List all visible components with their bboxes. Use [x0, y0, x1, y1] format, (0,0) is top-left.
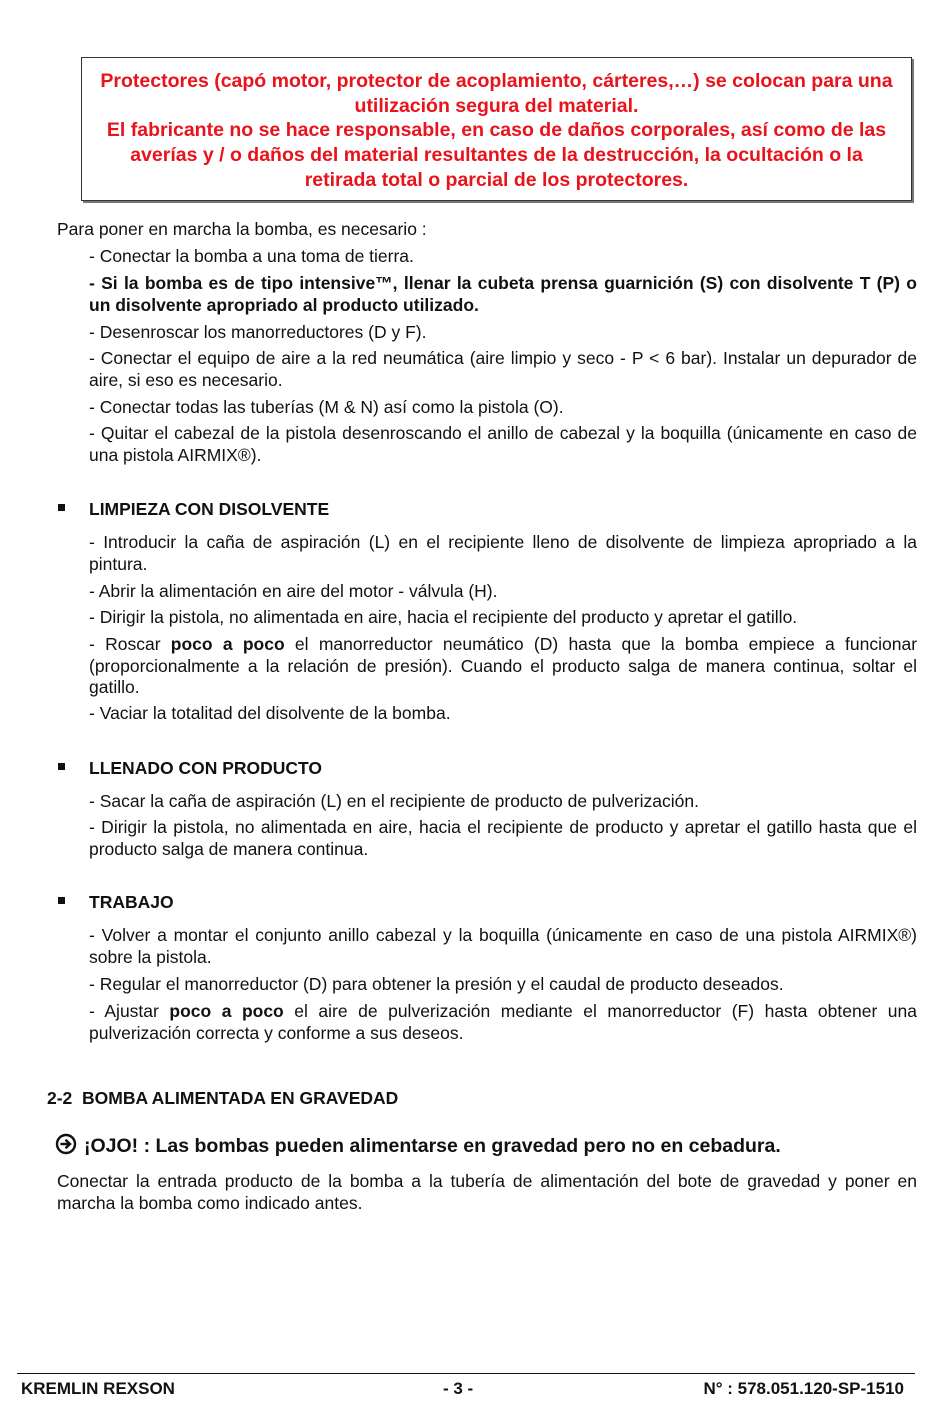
- roscar-pre: - Roscar: [89, 634, 171, 654]
- limpieza-item-1: - Introducir la caña de aspiración (L) en el recipiente lleno de disolvente de limpieza apropriado a la pintura.: [89, 532, 917, 574]
- intro-item-unscrew: - Desenroscar los manorreductores (D y F).: [89, 322, 427, 342]
- heading-llenado: LLENADO CON PRODUCTO: [89, 758, 323, 778]
- warning-line-1: Protectores (capó motor, protector de acoplamiento, cárteres,…) se colocan para una utilización segura del material.: [100, 70, 893, 117]
- intro-item-intensive: - Si la bomba es de tipo intensive™, llenar la cubeta prensa guarnición (S) con disolvente T (P) o un disolvente apropriado al producto utilizado.: [89, 273, 917, 315]
- trabajo-item-2: - Regular el manorreductor (D) para obtener la presión y el caudal de producto deseados.: [89, 974, 784, 994]
- limpieza-item-roscar: [89, 634, 917, 699]
- llenado-item-1: - Sacar la caña de aspiración (L) en el recipiente de producto de pulverización.: [89, 791, 699, 811]
- intro-item-gun-head: - Quitar el cabezal de la pistola desenroscando el anillo de cabezal y la boquilla (únicamente en caso de una pistola AIRMIX®).: [89, 423, 917, 465]
- footer-company: KREMLIN REXSON: [21, 1379, 175, 1398]
- roscar-post: el manorreductor neumático (D) hasta que la bomba empiece a funcionar (proporcionalmente a la relación de presión). Cuando el producto salga de manera continua, soltar el gatillo.: [89, 634, 918, 697]
- arrow-right-circle-icon: [55, 1133, 77, 1155]
- footer-divider: [17, 1373, 915, 1374]
- limpieza-item-5: - Vaciar la totalitad del disolvente de la bomba.: [89, 703, 451, 723]
- heading-2-2: 2-2 BOMBA ALIMENTADA EN GRAVEDAD: [47, 1088, 399, 1108]
- roscar-bold: poco a poco: [170, 634, 285, 654]
- ajustar-post: el aire de pulverización mediante el manorreductor (F) hasta obtener una pulverización correcta y conforme a sus deseos.: [89, 1001, 917, 1043]
- warning-box: [81, 57, 912, 201]
- intro-item-ground: - Conectar la bomba a una toma de tierra.: [89, 246, 414, 266]
- gravity-text: Conectar la entrada producto de la bomba a la tubería de alimentación del bote de gravedad y poner en marcha la bomba como indicado antes.: [57, 1171, 917, 1213]
- llenado-item-2: - Dirigir la pistola, no alimentada en aire, hacia el recipiente de producto y apretar el gatillo hasta que el producto salga de manera continua.: [89, 817, 917, 859]
- footer-page-number: - 3 -: [443, 1379, 474, 1398]
- intro-text: Para poner en marcha la bomba, es necesario :: [57, 219, 427, 239]
- trabajo-item-ajustar: [89, 1001, 917, 1044]
- limpieza-item-2: - Abrir la alimentación en aire del motor - válvula (H).: [89, 581, 498, 601]
- bullet-icon: [58, 763, 65, 770]
- footer-doc-number: N° : 578.051.120-SP-1510: [703, 1379, 904, 1398]
- heading-limpieza: LIMPIEZA CON DISOLVENTE: [89, 499, 330, 519]
- trabajo-item-1: - Volver a montar el conjunto anillo cabezal y la boquilla (únicamente en caso de una pistola AIRMIX®) sobre la pistola.: [89, 925, 917, 967]
- ojo-warning: ¡OJO! : Las bombas pueden alimentarse en gravedad pero no en cebadura.: [84, 1135, 781, 1157]
- ajustar-bold: poco a poco: [169, 1001, 284, 1021]
- intro-item-hoses: - Conectar todas las tuberías (M & N) así como la pistola (O).: [89, 397, 564, 417]
- intro-item-air: - Conectar el equipo de aire a la red neumática (aire limpio y seco - P < 6 bar). Instalar un depurador de aire, si eso es necesario.: [89, 348, 917, 390]
- warning-line-2: El fabricante no se hace responsable, en caso de daños corporales, así como de las averías y / o daños del material resultantes de la destrucción, la ocultación o la retirada total o parcial de los protectores.: [106, 119, 887, 191]
- limpieza-item-3: - Dirigir la pistola, no alimentada en aire, hacia el recipiente del producto y apretar el gatillo.: [89, 607, 798, 627]
- ajustar-pre: - Ajustar: [89, 1001, 170, 1021]
- bullet-icon: [58, 897, 65, 904]
- heading-trabajo: TRABAJO: [89, 892, 174, 912]
- bullet-icon: [58, 504, 65, 511]
